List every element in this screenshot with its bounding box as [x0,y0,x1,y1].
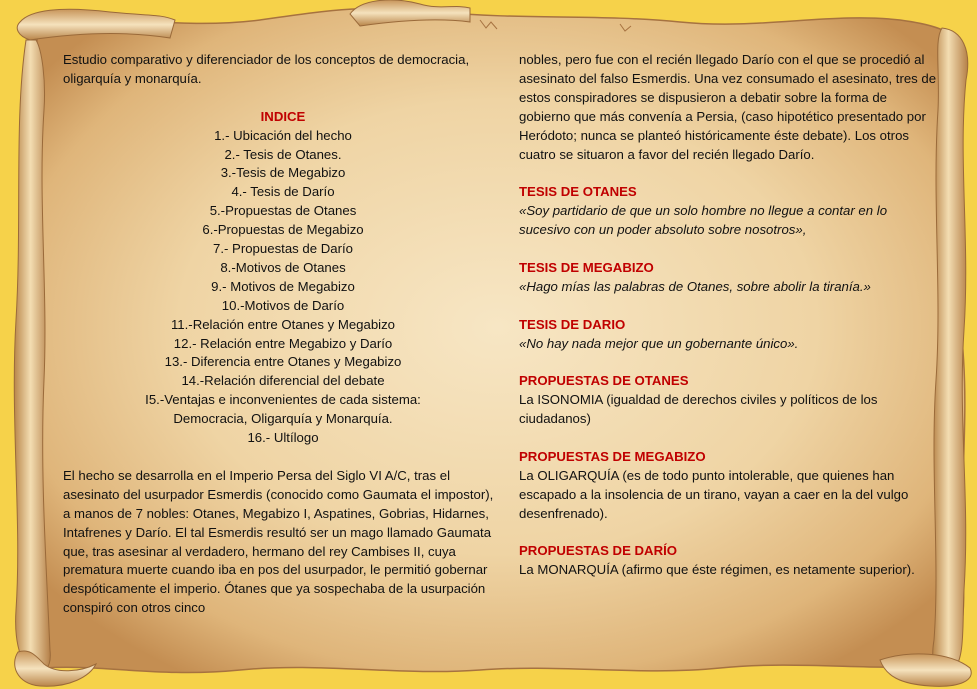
right-roll [933,28,968,677]
index-list [63,108,503,448]
section-text-propuestas-dario: La MONARQUÍA (afirmo que éste régimen, es netamente superior). [519,562,915,578]
index-item: 13.- Diferencia entre Otanes y Megabizo [164,354,402,370]
section-text-tesis-dario: «No hay nada mejor que un gobernante único». [519,335,799,351]
index-item: 4.- Tesis de Darío [231,184,335,200]
narrative-paragraph-left: El hecho se desarrolla en el Imperio Persa del Siglo VI A/C, tras el asesinato del usurpador Esmerdis (conocido como Gaumata el impostor), a manos de 7 nobles: Otanes, Megabizo I, Aspatines, Gobrias, Hidarnes, Intafrenes y Darío. El tal Esmerdis resultó ser un mago llamado Gaumata que, tras asesinar al verdadero, hermano del rey Cambises II, cuya prematura muerte cuando iba en pos del usurpador, le permitió gobernar despóticamente el imperio. Ótanes que ya sospechaba de la usurpación conspiró con otros cinco [63,467,494,616]
index-item: 7.- Propuestas de Darío [212,241,353,257]
section-title-tesis-dario: TESIS DE DARIO [519,316,626,332]
section-title-propuestas-dario: PROPUESTAS DE DARÍO [519,543,678,559]
section-text-tesis-otanes: «Soy partidario de que un solo hombre no llegue a contar en lo sucesivo con un poder absoluto sobre nosotros», [519,203,888,238]
index-item: 10.-Motivos de Darío [221,297,345,313]
index-item: 8.-Motivos de Otanes [220,259,346,275]
left-column [63,51,503,618]
index-item: 9.- Motivos de Megabizo [211,278,355,294]
index-item: 5.-Propuestas de Otanes [209,203,357,219]
index-item: 11.-Relación entre Otanes y Megabizo [170,316,396,332]
section-title-propuestas-megabizo: PROPUESTAS DE MEGABIZO [519,448,706,464]
section-title-tesis-megabizo: TESIS DE MEGABIZO [519,259,654,275]
index-item: Democracia, Oligarquía y Monarquía. [173,411,393,427]
section-title-tesis-otanes: TESIS DE OTANES [519,184,637,200]
index-item: 3.-Tesis de Megabizo [220,165,346,181]
index-item: 14.-Relación diferencial del debate [181,373,385,389]
index-item: 2.- Tesis de Otanes. [224,146,342,162]
right-column [519,51,937,580]
index-item: 16.- Ultílogo [247,430,319,446]
intro-paragraph: Estudio comparativo y diferenciador de los conceptos de democracia, oligarquía y monarquía. [63,52,470,86]
section-text-propuestas-otanes: La ISONOMIA (igualdad de derechos civiles y políticos de los ciudadanos) [519,392,878,427]
section-text-tesis-megabizo: «Hago mías las palabras de Otanes, sobre abolir la tiranía.» [519,278,871,294]
index-item: 6.-Propuestas de Megabizo [202,222,364,238]
section-text-propuestas-megabizo: La OLIGARQUÍA (es de todo punto intolerable, que quienes han escapado a la insolencia de un tirano, vayan a caer en la del vulgo desenfrenado). [519,467,909,521]
index-item: 12.- Relación entre Megabizo y Darío [173,335,393,351]
index-item: I5.-Ventajas e inconvenientes de cada sistema: [145,392,421,408]
index-item: 1.- Ubicación del hecho [214,127,352,143]
section-title-propuestas-otanes: PROPUESTAS DE OTANES [519,373,689,389]
index-title: INDICE [260,108,306,124]
narrative-paragraph-right: nobles, pero fue con el recién llegado Darío con el que se procedió al asesinato del falso Esmerdis. Una vez consumado el asesinato, tres de estos conspiradores se dispusieron a debatir sobre la forma de gobierno que más convenía a Persia, (caso hipotético presentado por Heródoto; nunca se planteó históricamente éste debate). Los otros cuatro se situaron a favor del recién llegado Darío. [519,52,937,162]
